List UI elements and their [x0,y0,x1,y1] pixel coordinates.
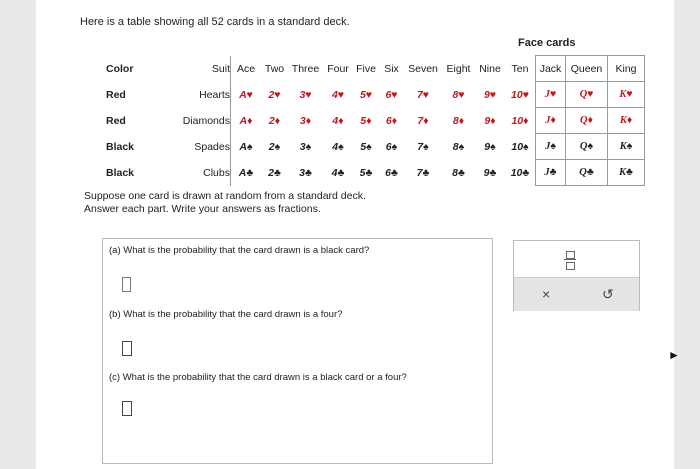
table-row [106,108,645,134]
card-king-spades: K♠ [608,134,645,160]
header-five: Five [356,62,376,75]
card-nine-clubs: 9♣ [483,166,497,179]
row-color: Black [106,166,135,179]
answer-a-input[interactable] [122,277,131,292]
instructions [84,190,366,216]
answer-b-input[interactable] [122,341,132,356]
header-ten: Ten [511,62,529,75]
row-suit: Spades [166,134,231,160]
card-seven-diamonds: 7♦ [417,114,429,127]
card-seven-hearts: 7♥ [416,88,430,101]
question-a: (a) What is the probability that the card drawn is a black card? [109,245,370,256]
card-four-clubs: 4♣ [331,166,345,179]
header-suit: Suit [166,56,231,82]
card-nine-spades: 9♠ [484,140,496,153]
header-two: Two [264,62,285,75]
header-nine: Nine [479,62,501,75]
card-three-hearts: 3♥ [299,88,312,101]
header-queen: Queen [566,56,608,82]
card-jack-spades: J♠ [536,134,566,160]
card-five-spades: 5♠ [360,140,372,153]
fraction-button[interactable] [563,249,577,271]
row-suit: Clubs [166,160,231,186]
card-queen-hearts: Q♥ [566,82,608,108]
card-two-clubs: 2♣ [268,166,281,179]
card-eight-diamonds: 8♦ [452,114,465,127]
card-four-hearts: 4♥ [331,88,345,101]
card-ten-diamonds: 10♦ [511,114,529,127]
card-nine-diamonds: 9♦ [484,114,496,127]
instructions-line-1: Suppose one card is drawn at random from a standard deck. [84,190,366,202]
card-nine-hearts: 9♥ [483,88,497,101]
card-five-clubs: 5♣ [359,166,373,179]
card-eight-clubs: 8♣ [452,166,465,179]
card-ace-spades: A♠ [239,140,253,153]
card-six-hearts: 6♥ [385,88,398,101]
card-six-clubs: 6♣ [385,166,398,179]
card-two-diamonds: 2♦ [268,114,281,127]
clear-icon[interactable]: × [542,286,551,302]
card-six-diamonds: 6♦ [385,114,398,127]
card-eight-spades: 8♠ [452,140,465,153]
header-six: Six [384,62,399,75]
card-three-clubs: 3♣ [299,166,312,179]
mouse-cursor-icon: ► [668,348,680,362]
card-three-diamonds: 3♦ [299,114,312,127]
header-eight: Eight [446,62,471,75]
question-b: (b) What is the probability that the card drawn is a four? [109,309,343,320]
question-c: (c) What is the probability that the card drawn is a black card or a four? [109,372,407,383]
tools-toolbar [514,277,639,311]
header-jack: Jack [536,56,566,82]
card-ten-clubs: 10♣ [510,166,530,179]
card-jack-diamonds: J♦ [536,108,566,134]
answer-c-input[interactable] [122,401,132,416]
face-cards-header: Face cards [518,37,576,49]
card-five-diamonds: 5♦ [360,114,372,127]
card-queen-diamonds: Q♦ [566,108,608,134]
table-header-row [106,56,645,82]
header-king: King [608,56,645,82]
card-jack-clubs: J♣ [536,160,566,186]
row-suit: Diamonds [166,108,231,134]
header-seven: Seven [408,62,438,75]
card-ace-diamonds: A♦ [239,114,253,127]
card-king-hearts: K♥ [608,82,645,108]
intro-text: Here is a table showing all 52 cards in a standard deck. [80,16,350,28]
card-five-hearts: 5♥ [359,88,373,101]
header-color: Color [106,62,134,75]
card-queen-clubs: Q♣ [566,160,608,186]
card-eight-hearts: 8♥ [452,88,465,101]
card-ten-spades: 10♠ [511,140,529,153]
card-king-clubs: K♣ [608,160,645,186]
card-queen-spades: Q♠ [566,134,608,160]
card-ace-clubs: A♣ [238,166,254,179]
header-ace: Ace [236,62,256,75]
row-color: Red [106,114,126,127]
undo-icon[interactable]: ↺ [602,286,614,302]
card-two-hearts: 2♥ [268,88,281,101]
table-row [106,82,645,108]
card-ten-hearts: 10♥ [511,88,529,101]
deck-table [106,55,645,186]
card-king-diamonds: K♦ [608,108,645,134]
page [36,0,674,469]
card-three-spades: 3♠ [299,140,312,153]
card-seven-spades: 7♠ [417,140,429,153]
table-row [106,134,645,160]
row-suit: Hearts [166,82,231,108]
card-two-spades: 2♠ [268,140,281,153]
row-color: Black [106,140,135,153]
card-four-diamonds: 4♦ [332,114,344,127]
header-four: Four [327,62,349,75]
header-three: Three [291,62,320,75]
math-tools-panel [513,240,640,311]
row-color: Red [106,88,126,101]
card-six-spades: 6♠ [385,140,398,153]
card-jack-hearts: J♥ [536,82,566,108]
instructions-line-2: Answer each part. Write your answers as fractions. [84,203,321,215]
card-ace-hearts: A♥ [239,88,253,101]
questions-panel [102,238,493,464]
card-seven-clubs: 7♣ [416,166,430,179]
table-row [106,160,645,186]
card-four-spades: 4♠ [332,140,344,153]
